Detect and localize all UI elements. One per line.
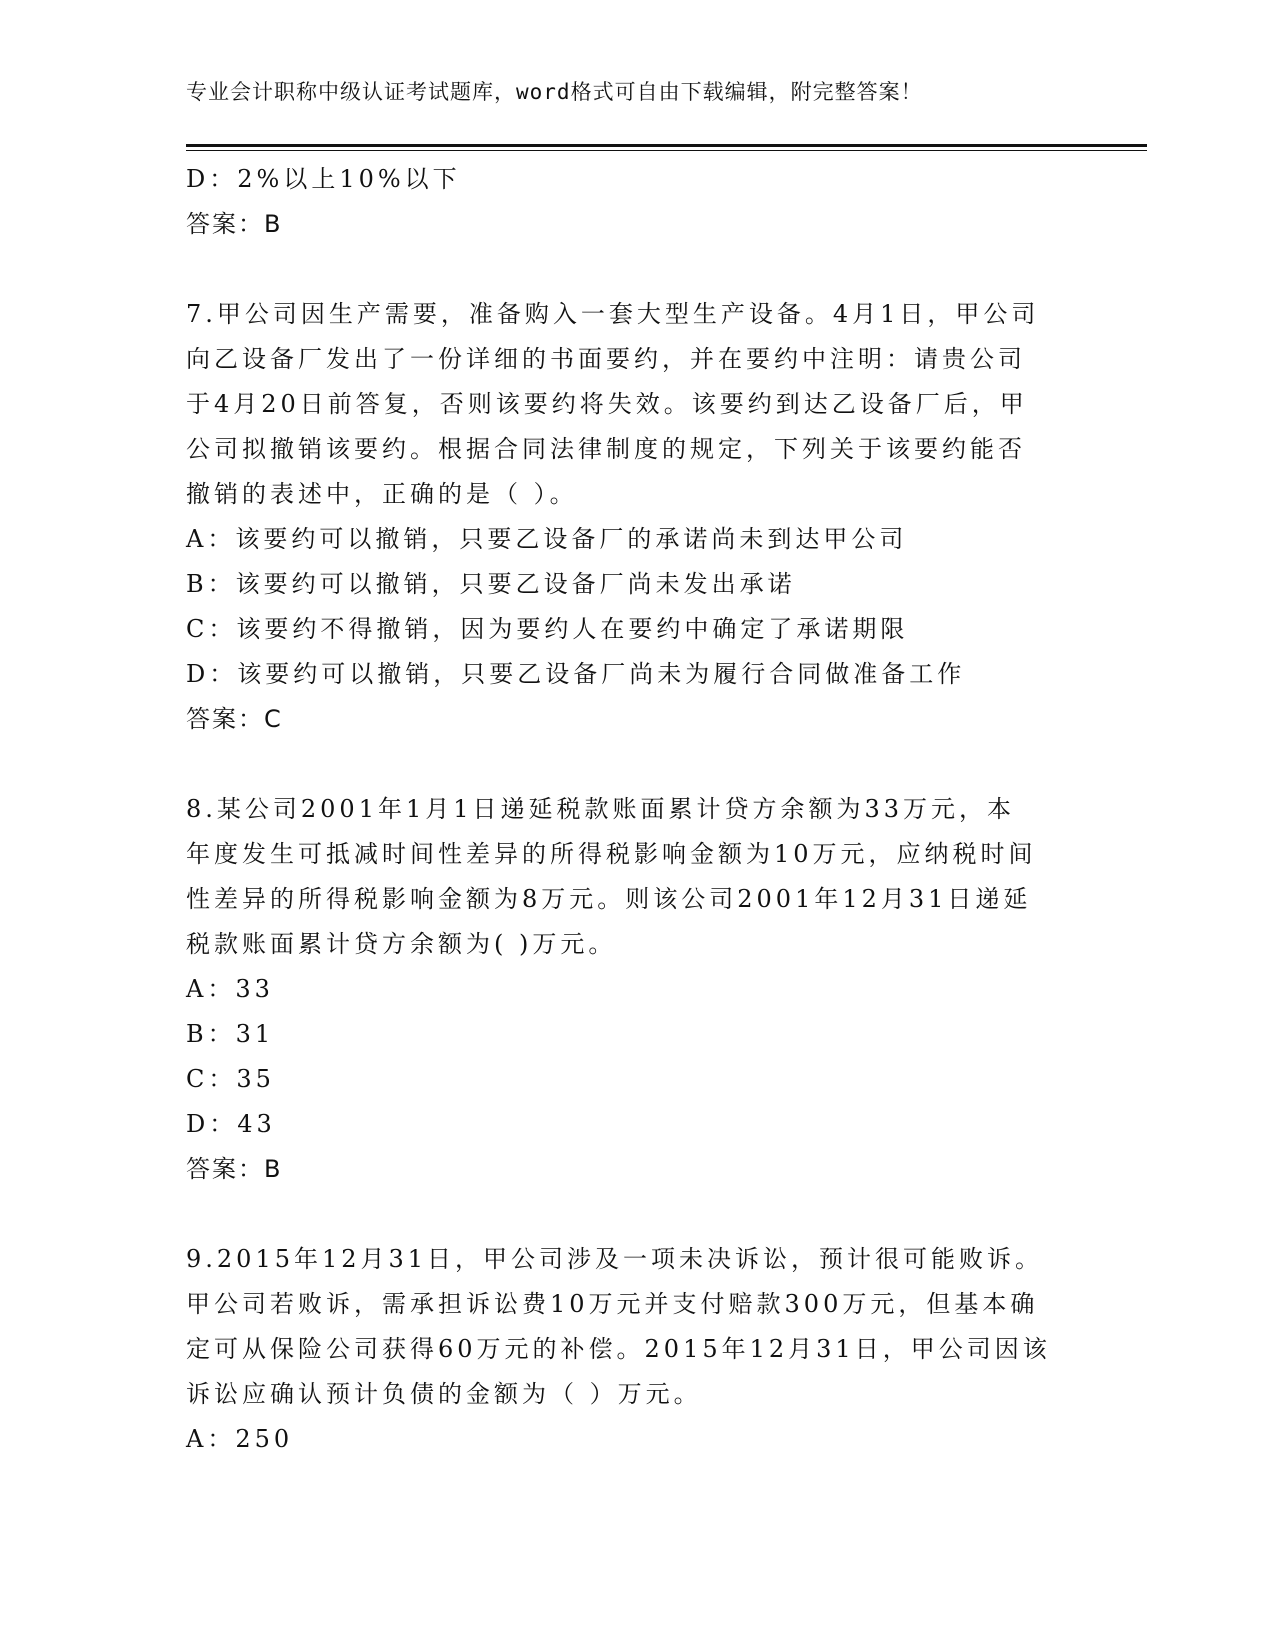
option-a: A：该要约可以撤销，只要乙设备厂的承诺尚未到达甲公司 — [186, 525, 908, 553]
option-b: B：该要约可以撤销，只要乙设备厂尚未发出承诺 — [186, 570, 796, 598]
option-b: B：31 — [186, 1020, 275, 1048]
question-stem-line: 甲公司若败诉，需承担诉讼费10万元并支付赔款300万元，但基本确 — [186, 1290, 1039, 1318]
option-c: C：该要约不得撤销，因为要约人在要约中确定了承诺期限 — [186, 615, 909, 643]
question-stem-line: 定可从保险公司获得60万元的补偿。2015年12月31日，甲公司因该 — [186, 1335, 1051, 1363]
option-c: C：35 — [186, 1065, 275, 1093]
answer-line: 答案：B — [186, 1155, 283, 1183]
option-d: D：2%以上10%以下 — [186, 165, 461, 193]
option-a: A：250 — [186, 1425, 294, 1453]
option-d: D：该要约可以撤销，只要乙设备厂尚未为履行合同做准备工作 — [186, 660, 966, 688]
question-stem-line: 年度发生可抵减时间性差异的所得税影响金额为10万元，应纳税时间 — [186, 840, 1037, 868]
question-stem-line: 性差异的所得税影响金额为8万元。则该公司2001年12月31日递延 — [186, 885, 1032, 913]
option-d: D：43 — [186, 1110, 276, 1138]
question-stem-line: 9.2015年12月31日，甲公司涉及一项未决诉讼，预计很可能败诉。 — [186, 1245, 1044, 1273]
question-8 — [186, 787, 1066, 1192]
previous-question-tail — [186, 157, 1066, 247]
page-header: 专业会计职称中级认证考试题库，word格式可自由下载编辑，附完整答案！ — [186, 80, 923, 104]
answer-line: 答案：C — [186, 705, 283, 733]
header-divider — [186, 144, 1147, 151]
question-7 — [186, 292, 1066, 742]
question-stem-line: 公司拟撤销该要约。根据合同法律制度的规定，下列关于该要约能否 — [186, 435, 1026, 463]
question-stem-line: 8.某公司2001年1月1日递延税款账面累计贷方余额为33万元，本 — [186, 795, 1016, 823]
option-a: A：33 — [186, 975, 274, 1003]
question-stem-line: 于4月20日前答复，否则该要约将失效。该要约到达乙设备厂后，甲 — [186, 390, 1028, 418]
question-stem-line: 向乙设备厂发出了一份详细的书面要约，并在要约中注明：请贵公司 — [186, 345, 1026, 373]
question-stem-line: 撤销的表述中，正确的是（ ）。 — [186, 480, 578, 508]
question-stem-line: 7.甲公司因生产需要，准备购入一套大型生产设备。4月1日，甲公司 — [186, 300, 1040, 328]
question-9 — [186, 1237, 1066, 1462]
document-body — [186, 157, 1066, 1462]
question-stem-line: 税款账面累计贷方余额为( )万元。 — [186, 930, 617, 958]
question-stem-line: 诉讼应确认预计负债的金额为（ ）万元。 — [186, 1380, 702, 1408]
answer-line: 答案：B — [186, 210, 283, 238]
